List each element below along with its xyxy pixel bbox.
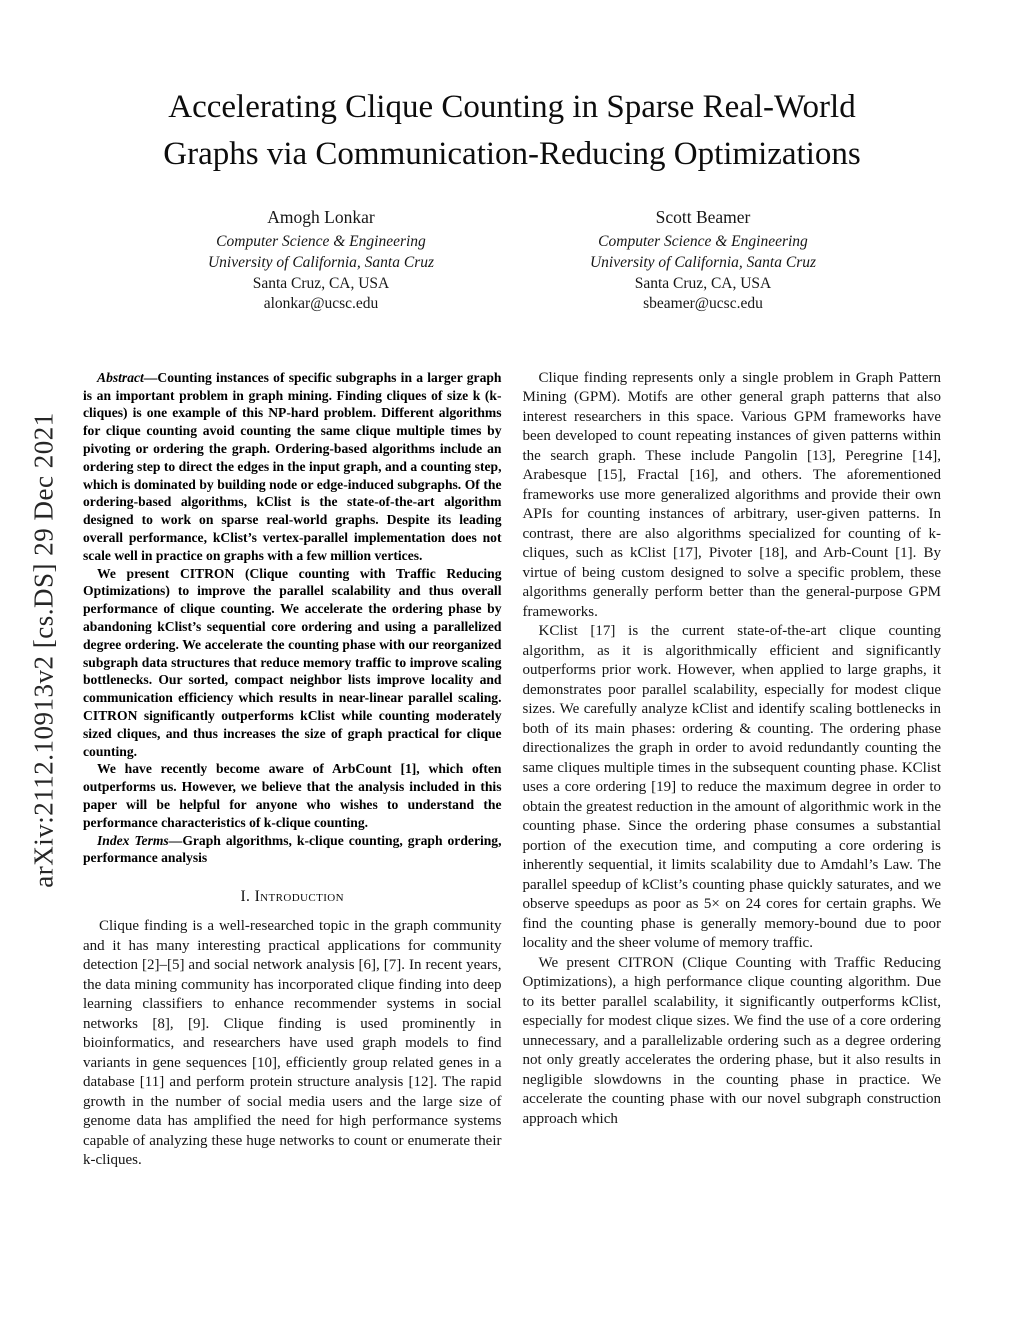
abstract-text-3: We have recently become aware of ArbCount [1], which often outperforms us. However, we believe that the analysis included in this paper will be helpful for anyone who wishes to understand the performance characteristics of k-clique counting. bbox=[83, 761, 502, 830]
author-email: sbeamer@ucsc.edu bbox=[643, 295, 763, 313]
author-department: Computer Science & Engineering bbox=[598, 233, 808, 251]
author-block-2 bbox=[578, 206, 828, 315]
author-block-1 bbox=[196, 206, 446, 315]
right-column bbox=[523, 369, 942, 1171]
author-name: Scott Beamer bbox=[655, 206, 751, 227]
abstract-label: Abstract— bbox=[97, 369, 158, 385]
arxiv-stamp: arXiv:2112.10913v2 [cs.DS] 29 Dec 2021 bbox=[28, 412, 59, 888]
section-heading-introduction: I. Introduction bbox=[240, 888, 344, 906]
body-columns bbox=[83, 369, 941, 1171]
authors-row bbox=[0, 206, 1024, 315]
author-university: University of California, Santa Cruz bbox=[589, 253, 817, 271]
right-column-paragraph-3: We present CITRON (Clique Counting with Traffic Reducing Optimizations), a high performance clique counting algorithm. Due to its better parallel scalability, it significantly outperforms kClist, especially for modest clique sizes. We find the use of a core ordering unnecessary, and a parallelizable ordering such as a degree ordering not only greatly accelerates the ordering phase, but it also results in negligible slowdowns in the counting phase in practice. We accelerate the counting phase with our novel subgraph construction approach which bbox=[522, 954, 941, 1127]
abstract-paragraph-1 bbox=[83, 369, 502, 565]
abstract-text-1: Counting instances of specific subgraphs in a larger graph is an important problem in graph mining. Finding cliques of size k (k-cliques) is one example of this NP-hard problem. Different algorithms for clique counting avoid counting the same clique multiple times by pivoting or ordering the graph. Ordering-based algorithms include an ordering step to direct the edges in the input graph, and a counting step, which is dominated by building node or edge-induced subgraphs. Of the ordering-based algorithms, kClist is the state-of-the-art algorithm designed to work on sparse real-world graphs. Despite its leading overall performance, kClist’s vertex-parallel implementation does not scale well in practice on graphs with a few million vertices. bbox=[83, 369, 502, 563]
introduction-paragraph-1: Clique finding is a well-researched topic in the graph community and it has many interesting practical applications for community detection [2]–[5] and social network analysis [6], [7]. In recent years, the data mining community has incorporated clique finding into deep learning classifiers to enhance recommender systems in social networks [8], [9]. Clique finding is used prominently in bioinformatics, and researchers have used graph models to find variants in gene sequences [10], efficiently group related genes in a database [11] and perform protein structure analysis [12]. The rapid growth in the number of social media users and the large size of genome data has amplified the need for high performance systems capable of analyzing these huge networks to count or enumerate their k-cliques. bbox=[83, 918, 502, 1169]
index-terms-paragraph bbox=[83, 832, 502, 868]
author-email: alonkar@ucsc.edu bbox=[263, 295, 379, 313]
paper-title-line-1: Accelerating Clique Counting in Sparse Real-World bbox=[168, 89, 856, 125]
abstract-paragraph-2 bbox=[83, 565, 502, 761]
author-university: University of California, Santa Cruz bbox=[207, 253, 435, 271]
right-column-paragraph-1: Clique finding represents only a single problem in Graph Pattern Mining (GPM). Motifs are other general graph patterns that also interest researchers in this space. Various GPM frameworks have been developed to count repeating instances of given patterns within the search graph. These include Pangolin [13], Peregrine [14], Arabesque [15], Fractal [16], and others. The aforementioned frameworks use more generalized algorithms and provide their own APIs for counting instances of arbitrary, user-given patterns. In contrast, there are also algorithms specialized for counting of k-cliques, such as kClist [17], Pivoter [18], and Arb-Count [1]. By virtue of being custom designed to solve a specific problem, these algorithms generally perform better than the general-purpose GPM frameworks. bbox=[522, 369, 941, 620]
author-location: Santa Cruz, CA, USA bbox=[634, 274, 772, 292]
index-terms-label: Index Terms— bbox=[97, 832, 183, 848]
right-column-paragraph-2: KClist [17] is the current state-of-the-art clique counting algorithm, as it is algorithmically efficient and significantly outperforms prior work. However, when applied to large graphs, it demonstrates poor parallel scalability, especially for modest clique sizes. We carefully analyze kClist and identify scaling bottlenecks in both of its main phases: ordering & counting. The ordering phase directionalizes the graph in order to avoid redundantly counting the same cliques multiple times in the subsequent counting phase. KClist uses a core ordering [19] to reduce the maximum degree in order to obtain the greatest reduction in the amount of algorithmic work in the counting phase. Since the ordering phase consumes a substantial portion of the execution time, and computing a core ordering is inherently sequential, it limits scalability due to Amdahl’s Law. The parallel speedup of kClist’s counting phase quickly saturates, and we observe speedups as poor as 5× on 24 cores for certain graphs. We find the counting phase is generally memory-bound due to poor locality and the sheer volume of memory traffic. bbox=[522, 623, 941, 952]
abstract-paragraph-3 bbox=[83, 760, 502, 831]
abstract-text-2: We present CITRON (Clique counting with Traffic Reducing Optimizations) to improve the parallel scalability and thus overall performance of clique counting. We accelerate the ordering phase by abandoning kClist’s sequential core ordering and using a parallelized degree ordering. We accelerate the counting phase with our reorganized subgraph data structures that reduce memory traffic to improve scaling bottlenecks. Our sorted, compact neighbor lists improve locality and communication efficiency which results in near-linear parallel scaling. CITRON significantly outperforms kClist while counting moderately sized cliques, and thus increases the size of graph practical for clique counting. bbox=[83, 565, 502, 759]
author-location: Santa Cruz, CA, USA bbox=[252, 274, 390, 292]
index-terms-text: Graph algorithms, k-clique counting, graph ordering, performance analysis bbox=[83, 832, 502, 866]
paper-title-line-2: Graphs via Communication-Reducing Optimizations bbox=[163, 135, 861, 172]
paper-title bbox=[0, 84, 1024, 178]
author-name: Amogh Lonkar bbox=[267, 206, 375, 227]
author-department: Computer Science & Engineering bbox=[216, 233, 426, 251]
title-block bbox=[0, 84, 1024, 178]
left-column bbox=[83, 369, 502, 1171]
